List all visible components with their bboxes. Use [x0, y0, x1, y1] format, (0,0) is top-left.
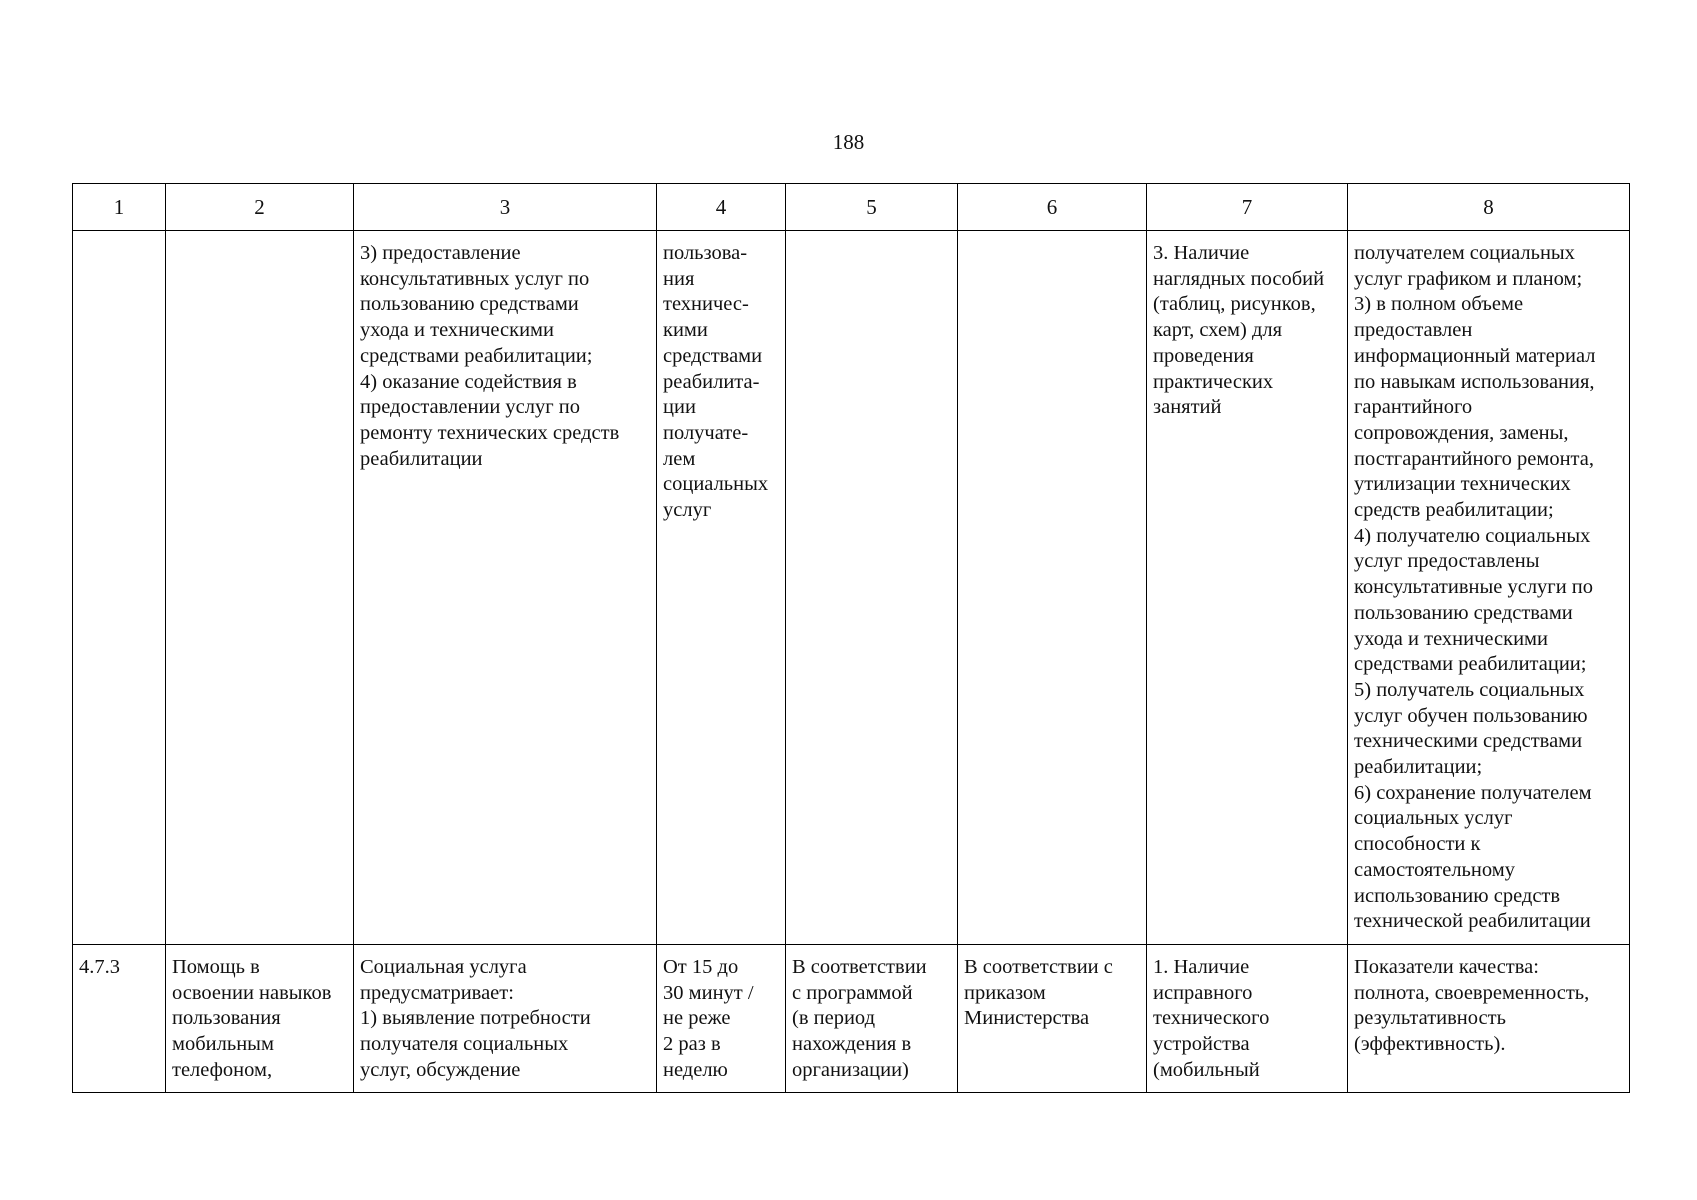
table-row [73, 231, 1630, 945]
services-table [72, 183, 1630, 1093]
service-tariff-cell [958, 231, 1147, 945]
column-number-cell: 8 [1348, 184, 1630, 231]
service-quality-cell: получателем социальных услуг графиком и планом; 3) в полном объеме предоставлен информационный материал по навыкам использования, гарантийного сопровождения, замены, постгарантийного ремонта, утилизации технических средств реабилитации; 4) получателю социальных услуг предоставлены консультативные услуги по пользованию средствами ухода и техническими средствами реабилитации; 5) получатель социальных услуг обучен пользованию техническими средствами реабилитации; 6) сохранение получателем социальных услуг способности к самостоятельному использованию средств технической реабилитации [1348, 231, 1630, 945]
service-duration-cell: От 15 до 30 минут / не реже 2 раз в неделю [657, 945, 786, 1093]
service-code-cell: 4.7.3 [73, 945, 166, 1093]
service-quality-cell: Показатели качества: полнота, своевременность, результативность (эффективность). [1348, 945, 1630, 1093]
column-number-cell: 6 [958, 184, 1147, 231]
page-number: 188 [832, 130, 865, 154]
column-number-cell: 3 [354, 184, 657, 231]
column-number-cell: 4 [657, 184, 786, 231]
service-tariff-cell: В соответствии с приказом Министерства [958, 945, 1147, 1093]
service-name-cell [166, 231, 354, 945]
column-number-cell: 1 [73, 184, 166, 231]
service-conditions-cell: 1. Наличие исправного технического устройства (мобильный [1147, 945, 1348, 1093]
service-duration-cell: пользова- ния техничес- кими средствами реабилита- ции получате- лем социальных услуг [657, 231, 786, 945]
service-name-cell: Помощь в освоении навыков пользования мобильным телефоном, [166, 945, 354, 1093]
service-code-cell [73, 231, 166, 945]
service-frequency-cell: В соответствии с программой (в период нахождения в организации) [786, 945, 958, 1093]
column-number-cell: 5 [786, 184, 958, 231]
service-description-cell: 3) предоставление консультативных услуг по пользованию средствами ухода и техническими средствами реабилитации; 4) оказание содействия в предоставлении услуг по ремонту технических средств реабилитации [354, 231, 657, 945]
service-description-cell: Социальная услуга предусматривает: 1) выявление потребности получателя социальных услуг, обсуждение [354, 945, 657, 1093]
service-conditions-cell: 3. Наличие наглядных пособий (таблиц, рисунков, карт, схем) для проведения практических занятий [1147, 231, 1348, 945]
table-row [73, 945, 1630, 1093]
column-number-row [73, 184, 1630, 231]
column-number-cell: 2 [166, 184, 354, 231]
service-frequency-cell [786, 231, 958, 945]
column-number-cell: 7 [1147, 184, 1348, 231]
